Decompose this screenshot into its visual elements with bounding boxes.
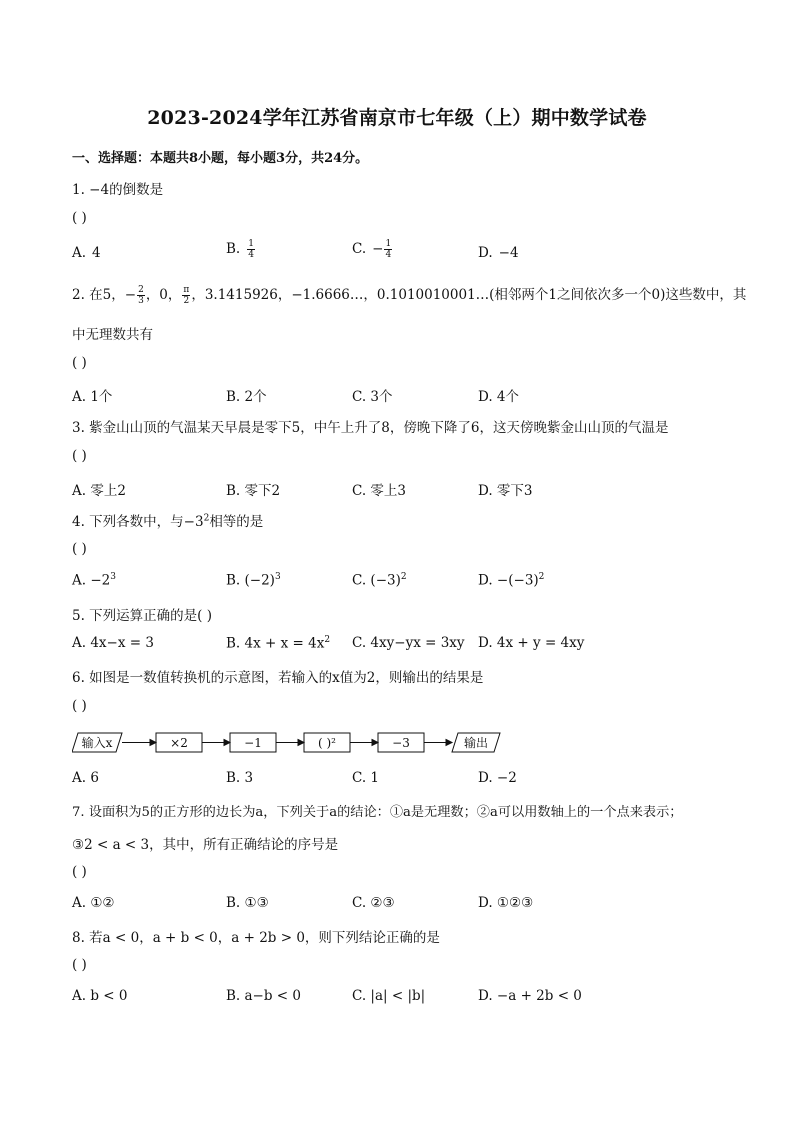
question-3-stem: 3. 紫金山山顶的气温某天早晨是零下5，中午上升了8，傍晚下降了6，这天傍晚紫金山山顶的气温是 <box>72 420 669 436</box>
q4-option-b[interactable]: B. $(-2)^3$ <box>226 572 281 589</box>
flow-step-2: −1 <box>244 736 262 750</box>
q3-option-b[interactable]: B. 零下2 <box>226 483 281 499</box>
q2-option-c[interactable]: C. 3个 <box>352 389 393 405</box>
answer-paren: ( ) <box>72 957 87 973</box>
q8-option-c[interactable]: C. |a| < |b| <box>352 988 426 1004</box>
q7-option-c[interactable]: C. ②③ <box>352 895 395 911</box>
flow-step-4: −3 <box>392 736 410 750</box>
q6-option-c[interactable]: C. 1 <box>352 770 380 786</box>
answer-paren: ( ) <box>72 210 87 226</box>
question-2-stem: 2. 在5，− $\frac{2}{3}$ ，0， $\frac{\pi}{2}$ ，3.1415926，−1.6666…，0.1010010001…(相邻两个1之间依次多一个0)这些数中，其 <box>72 285 747 306</box>
q3-option-d[interactable]: D. 零下3 <box>478 483 533 499</box>
page-title: 2023-2024学年江苏省南京市七年级（上）期中数学试卷 <box>147 107 647 129</box>
answer-paren: ( ) <box>72 864 87 880</box>
answer-paren: ( ) <box>72 355 87 371</box>
q2-option-a[interactable]: A. 1个 <box>72 389 113 405</box>
fraction: $\frac{1}{4}$ <box>248 239 254 260</box>
question-7-stem-cont: ③2 < a < 3，其中，所有正确结论的序号是 <box>72 837 339 853</box>
fraction: $\frac{1}{4}$ <box>385 239 392 260</box>
question-5-stem: 5. 下列运算正确的是( ) <box>72 608 212 624</box>
q7-option-a[interactable]: A. ①② <box>72 895 115 911</box>
arrow-icon <box>372 740 378 746</box>
q1-option-c[interactable]: C. − $\frac{1}{4}$ <box>352 239 392 260</box>
arrow-icon <box>298 740 304 746</box>
q5-option-c[interactable]: C. 4xy−yx = 3xy <box>352 635 465 651</box>
flow-step-3: ( )² <box>318 736 336 750</box>
question-6-stem: 6. 如图是一数值转换机的示意图，若输入的x值为2，则输出的结果是 <box>72 670 484 686</box>
q1-option-d[interactable]: D. −4 <box>478 245 519 261</box>
answer-paren: ( ) <box>72 698 87 714</box>
q5-option-a[interactable]: A. 4x−x = 3 <box>72 635 154 651</box>
flow-step-1: ×2 <box>170 736 188 750</box>
section-heading: 一、选择题：本题共8小题，每小题3分，共24分。 <box>72 151 369 166</box>
q3-option-a[interactable]: A. 零上2 <box>72 483 126 499</box>
q1-option-a[interactable]: A. 4 <box>72 245 101 261</box>
q8-option-b[interactable]: B. a−b < 0 <box>226 988 301 1004</box>
question-4-stem: 4. 下列各数中，与$-3^2$相等的是 <box>72 513 264 530</box>
q2-option-b[interactable]: B. 2个 <box>226 389 267 405</box>
flow-input-label: 输入x <box>81 736 113 750</box>
arrow-icon <box>150 740 156 746</box>
arrow-icon <box>224 740 230 746</box>
question-1-stem: 1. −4的倒数是 <box>72 182 164 198</box>
q6-option-a[interactable]: A. 6 <box>72 770 99 786</box>
q2-option-d[interactable]: D. 4个 <box>478 389 520 405</box>
q3-option-c[interactable]: C. 零上3 <box>352 483 407 499</box>
q5-option-b[interactable]: B. $4x + x = 4x^2$ <box>226 635 331 652</box>
q8-option-d[interactable]: D. −a + 2b < 0 <box>478 988 582 1004</box>
q6-option-d[interactable]: D. −2 <box>478 770 517 786</box>
q6-option-b[interactable]: B. 3 <box>226 770 254 786</box>
q4-option-c[interactable]: C. $(-3)^2$ <box>352 572 407 589</box>
fraction: $\frac{2}{3}$ <box>138 285 144 306</box>
q8-option-a[interactable]: A. b < 0 <box>72 988 128 1004</box>
arrow-icon <box>446 740 452 746</box>
flow-output-label: 输出 <box>463 736 489 750</box>
q5-option-d[interactable]: D. 4x + y = 4xy <box>478 635 585 651</box>
q4-option-a[interactable]: A. $-2^3$ <box>72 572 116 589</box>
answer-paren: ( ) <box>72 541 87 557</box>
q1-option-b[interactable]: B. $\frac{1}{4}$ <box>226 239 254 260</box>
question-8-stem: 8. 若a < 0，a + b < 0，a + 2b > 0，则下列结论正确的是 <box>72 930 440 946</box>
question-2-stem-cont: 中无理数共有 <box>72 327 153 343</box>
fraction: $\frac{\pi}{2}$ <box>183 285 190 306</box>
question-7-stem: 7. 设面积为5的正方形的边长为a，下列关于a的结论：①a是无理数；②a可以用数轴上的一个点来表示； <box>72 805 683 820</box>
q4-option-d[interactable]: D. $-(-3)^2$ <box>478 572 545 589</box>
q7-option-b[interactable]: B. ①③ <box>226 895 269 911</box>
q7-option-d[interactable]: D. ①②③ <box>478 895 534 911</box>
answer-paren: ( ) <box>72 448 87 464</box>
conversion-flowchart <box>72 731 512 755</box>
